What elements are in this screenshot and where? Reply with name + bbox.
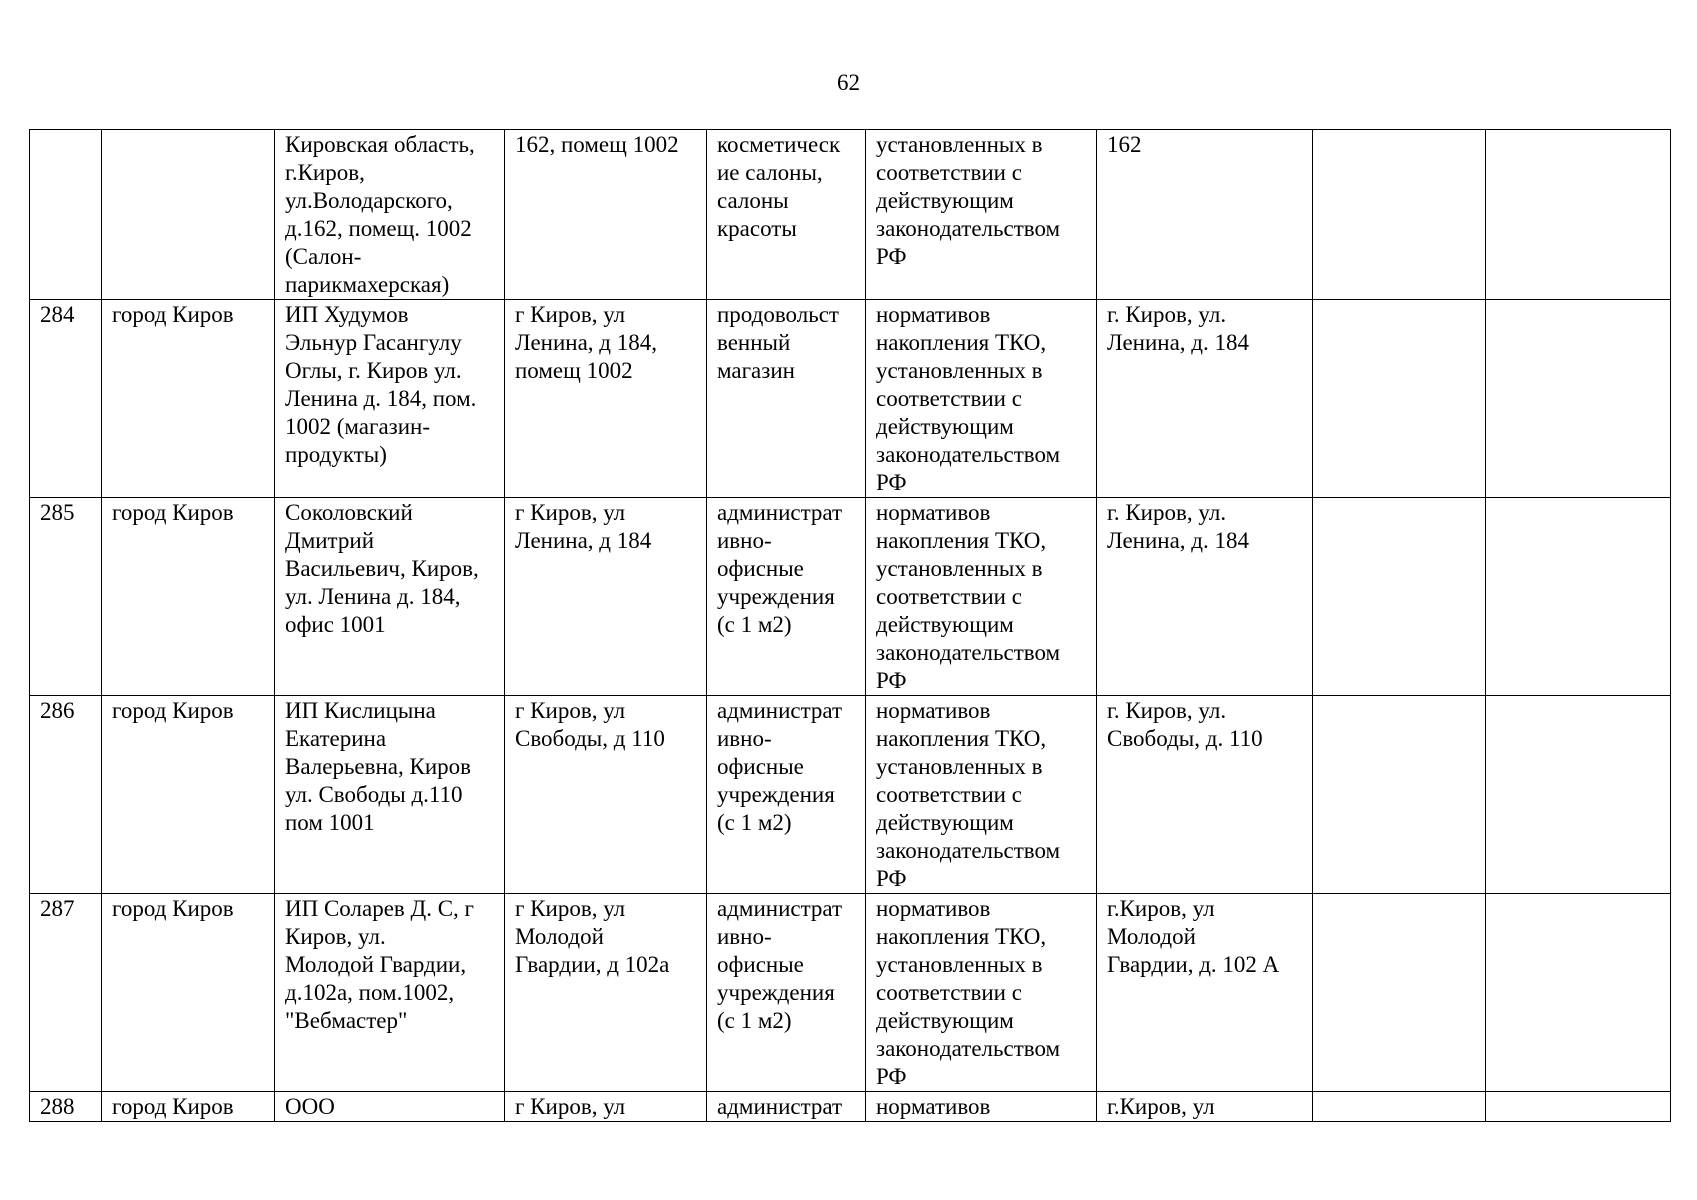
cell-municipality: город Киров [102, 300, 275, 498]
cell-norm: нормативов накопления ТКО, установленных в соответствии с действующим законодательством РФ [866, 696, 1097, 894]
cell-empty [1486, 498, 1671, 696]
cell-empty [1486, 130, 1671, 300]
table-row [30, 894, 1671, 1092]
cell-norm: нормативов [866, 1092, 1097, 1122]
cell-owner: ИП Соларев Д. С, г Киров, ул. Молодой Гвардии, д.102а, пом.1002, "Вебмастер" [275, 894, 505, 1092]
cell-address: г Киров, ул [505, 1092, 707, 1122]
cell-municipality: город Киров [102, 894, 275, 1092]
cell-empty [1313, 894, 1486, 1092]
cell-site: г.Киров, ул [1097, 1092, 1313, 1122]
cell-category: косметическ ие салоны, салоны красоты [707, 130, 866, 300]
cell-category: администрат [707, 1092, 866, 1122]
cell-norm: установленных в соответствии с действующим законодательством РФ [866, 130, 1097, 300]
cell-municipality: город Киров [102, 1092, 275, 1122]
table-row [30, 300, 1671, 498]
cell-address: г Киров, ул Молодой Гвардии, д 102а [505, 894, 707, 1092]
cell-number: 285 [30, 498, 102, 696]
cell-category: продовольст венный магазин [707, 300, 866, 498]
cell-site: г. Киров, ул. Ленина, д. 184 [1097, 498, 1313, 696]
table-row [30, 1092, 1671, 1122]
cell-owner: ИП Худумов Эльнур Гасангулу Оглы, г. Киров ул. Ленина д. 184, пом. 1002 (магазин- продукты) [275, 300, 505, 498]
cell-municipality [102, 130, 275, 300]
data-table [29, 129, 1671, 1122]
cell-empty [1313, 696, 1486, 894]
cell-norm: нормативов накопления ТКО, установленных в соответствии с действующим законодательством РФ [866, 894, 1097, 1092]
cell-site: г. Киров, ул. Свободы, д. 110 [1097, 696, 1313, 894]
cell-owner: Соколовский Дмитрий Васильевич, Киров, ул. Ленина д. 184, офис 1001 [275, 498, 505, 696]
cell-address: г Киров, ул Ленина, д 184 [505, 498, 707, 696]
cell-empty [1313, 498, 1486, 696]
cell-norm: нормативов накопления ТКО, установленных в соответствии с действующим законодательством РФ [866, 498, 1097, 696]
cell-empty [1313, 1092, 1486, 1122]
cell-municipality: город Киров [102, 696, 275, 894]
table-row [30, 130, 1671, 300]
cell-norm: нормативов накопления ТКО, установленных в соответствии с действующим законодательством РФ [866, 300, 1097, 498]
cell-category: администрат ивно- офисные учреждения (с 1 м2) [707, 498, 866, 696]
cell-site: 162 [1097, 130, 1313, 300]
cell-empty [1486, 1092, 1671, 1122]
cell-site: г.Киров, ул Молодой Гвардии, д. 102 А [1097, 894, 1313, 1092]
cell-number: 287 [30, 894, 102, 1092]
cell-category: администрат ивно- офисные учреждения (с 1 м2) [707, 894, 866, 1092]
cell-municipality: город Киров [102, 498, 275, 696]
cell-number: 288 [30, 1092, 102, 1122]
cell-empty [1486, 696, 1671, 894]
cell-empty [1313, 130, 1486, 300]
cell-address: г Киров, ул Свободы, д 110 [505, 696, 707, 894]
cell-address: 162, помещ 1002 [505, 130, 707, 300]
cell-number: 284 [30, 300, 102, 498]
cell-address: г Киров, ул Ленина, д 184, помещ 1002 [505, 300, 707, 498]
cell-owner: ИП Кислицына Екатерина Валерьевна, Киров ул. Свободы д.110 пом 1001 [275, 696, 505, 894]
table-row [30, 696, 1671, 894]
cell-site: г. Киров, ул. Ленина, д. 184 [1097, 300, 1313, 498]
cell-empty [1486, 300, 1671, 498]
cell-owner: Кировская область, г.Киров, ул.Володарского, д.162, помещ. 1002 (Салон- парикмахерская) [275, 130, 505, 300]
cell-category: администрат ивно- офисные учреждения (с 1 м2) [707, 696, 866, 894]
page-number: 62 [837, 70, 860, 95]
cell-empty [1313, 300, 1486, 498]
cell-owner: ООО [275, 1092, 505, 1122]
cell-number: 286 [30, 696, 102, 894]
cell-number [30, 130, 102, 300]
cell-empty [1486, 894, 1671, 1092]
table-row [30, 498, 1671, 696]
